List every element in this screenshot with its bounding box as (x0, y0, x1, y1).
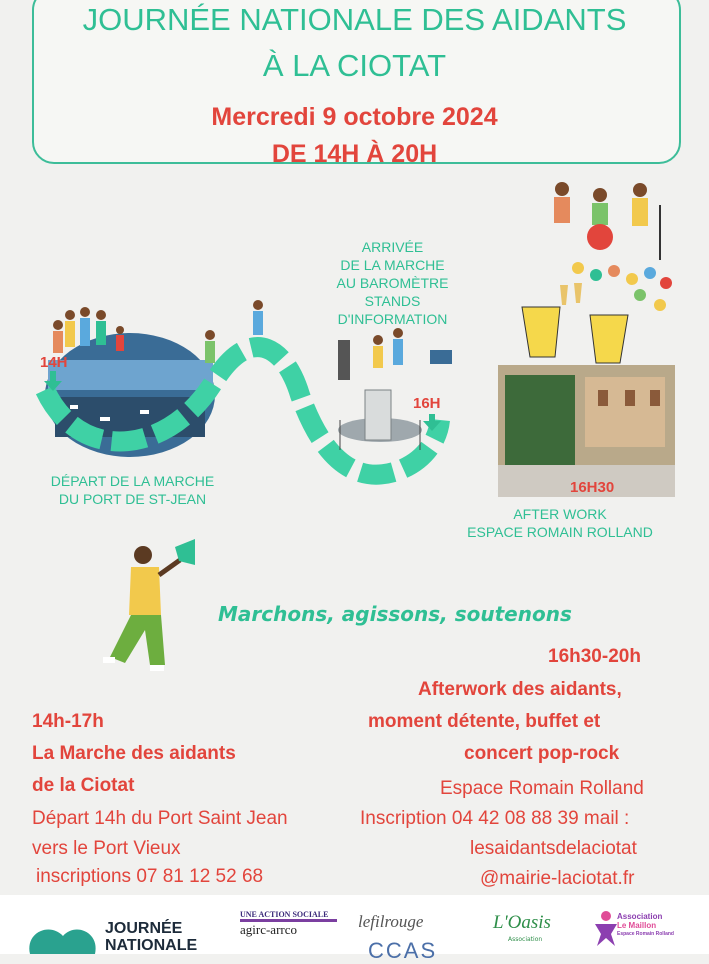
ccas-logo: CCAS (368, 938, 438, 963)
event-date: Mercredi 9 octobre 2024 (211, 103, 498, 131)
maillon-figure-icon (593, 910, 619, 946)
afterwork-title-1: Afterwork des aidants, (418, 679, 622, 700)
afterwork-caption-line: ESPACE ROMAIN ROLLAND (467, 524, 653, 540)
journee-nationale-logo-icon (25, 922, 100, 954)
afterwork-inscription: Inscription 04 42 08 88 39 mail : (360, 808, 630, 829)
deckchairs-illustration (522, 283, 628, 363)
afterwork-mail-1: lesaidantsdelaciotat (470, 838, 637, 859)
band-illustration (554, 182, 660, 260)
title-line-1: JOURNÉE NATIONALE DES AIDANTS (82, 2, 627, 37)
event-hours: DE 14H À 20H (271, 140, 438, 168)
maillon-text: Association (617, 912, 663, 921)
journee-nationale-logo (105, 920, 197, 954)
maillon-text: Le Maillon (617, 921, 657, 930)
arrival-caption-line: DE LA MARCHE (340, 257, 445, 273)
arrival-time-label: 16H (413, 395, 441, 412)
depart-caption-line: DU PORT DE ST-JEAN (58, 491, 207, 507)
arrival-caption (315, 238, 470, 328)
marche-inscriptions: inscriptions 07 81 12 52 68 (36, 866, 264, 887)
marche-depart: Départ 14h du Port Saint Jean (32, 808, 288, 829)
afterwork-location: Espace Romain Rolland (440, 778, 644, 799)
afterwork-caption (440, 505, 680, 541)
agirc-arrco-logo (240, 910, 337, 938)
start-time-label: 14H (40, 354, 68, 371)
espace-romain-rolland-photo (498, 365, 675, 497)
oasis-logo: L'Oasis (493, 912, 551, 933)
slogan: Marchons, agissons, soutenons (218, 602, 572, 626)
arrival-caption-line: STANDS (364, 293, 421, 309)
lefilrouge-logo: lefilrouge (358, 912, 424, 931)
afterwork-title-3: concert pop-rock (464, 743, 620, 764)
confetti-dots (572, 262, 672, 311)
marche-title-1: La Marche des aidants (32, 743, 236, 764)
afterwork-caption-line: AFTER WORK (513, 506, 607, 522)
maillon-logo (617, 912, 674, 939)
afterwork-title-2: moment détente, buffet et (368, 711, 601, 732)
title-line-2: À LA CIOTAT (262, 48, 447, 83)
marche-destination: vers le Port Vieux (32, 838, 181, 859)
marche-hours: 14h-17h (32, 711, 104, 732)
arrival-caption-line: D'INFORMATION (337, 311, 448, 327)
afterwork-mail-2: @mairie-laciotat.fr (480, 868, 635, 889)
logo-text: NATIONALE (105, 937, 198, 954)
depart-caption (20, 472, 245, 508)
agirc-name: agirc-arrco (240, 922, 298, 937)
agirc-tagline: UNE ACTION SOCIALE (240, 910, 337, 922)
afterwork-time-label: 16H30 (570, 479, 615, 496)
oasis-sub: Association (508, 936, 543, 943)
maillon-text: Espace Romain Rolland (617, 931, 674, 937)
arrival-caption-line: ARRIVÉE (361, 239, 424, 255)
megaphone-person-illustration (95, 535, 205, 680)
afterwork-hours: 16h30-20h (548, 646, 641, 667)
marche-title-2: de la Ciotat (32, 775, 135, 796)
logo-text: JOURNÉE (105, 920, 183, 937)
arrival-caption-line: AU BAROMÈTRE (336, 275, 449, 291)
depart-caption-line: DÉPART DE LA MARCHE (50, 473, 215, 489)
